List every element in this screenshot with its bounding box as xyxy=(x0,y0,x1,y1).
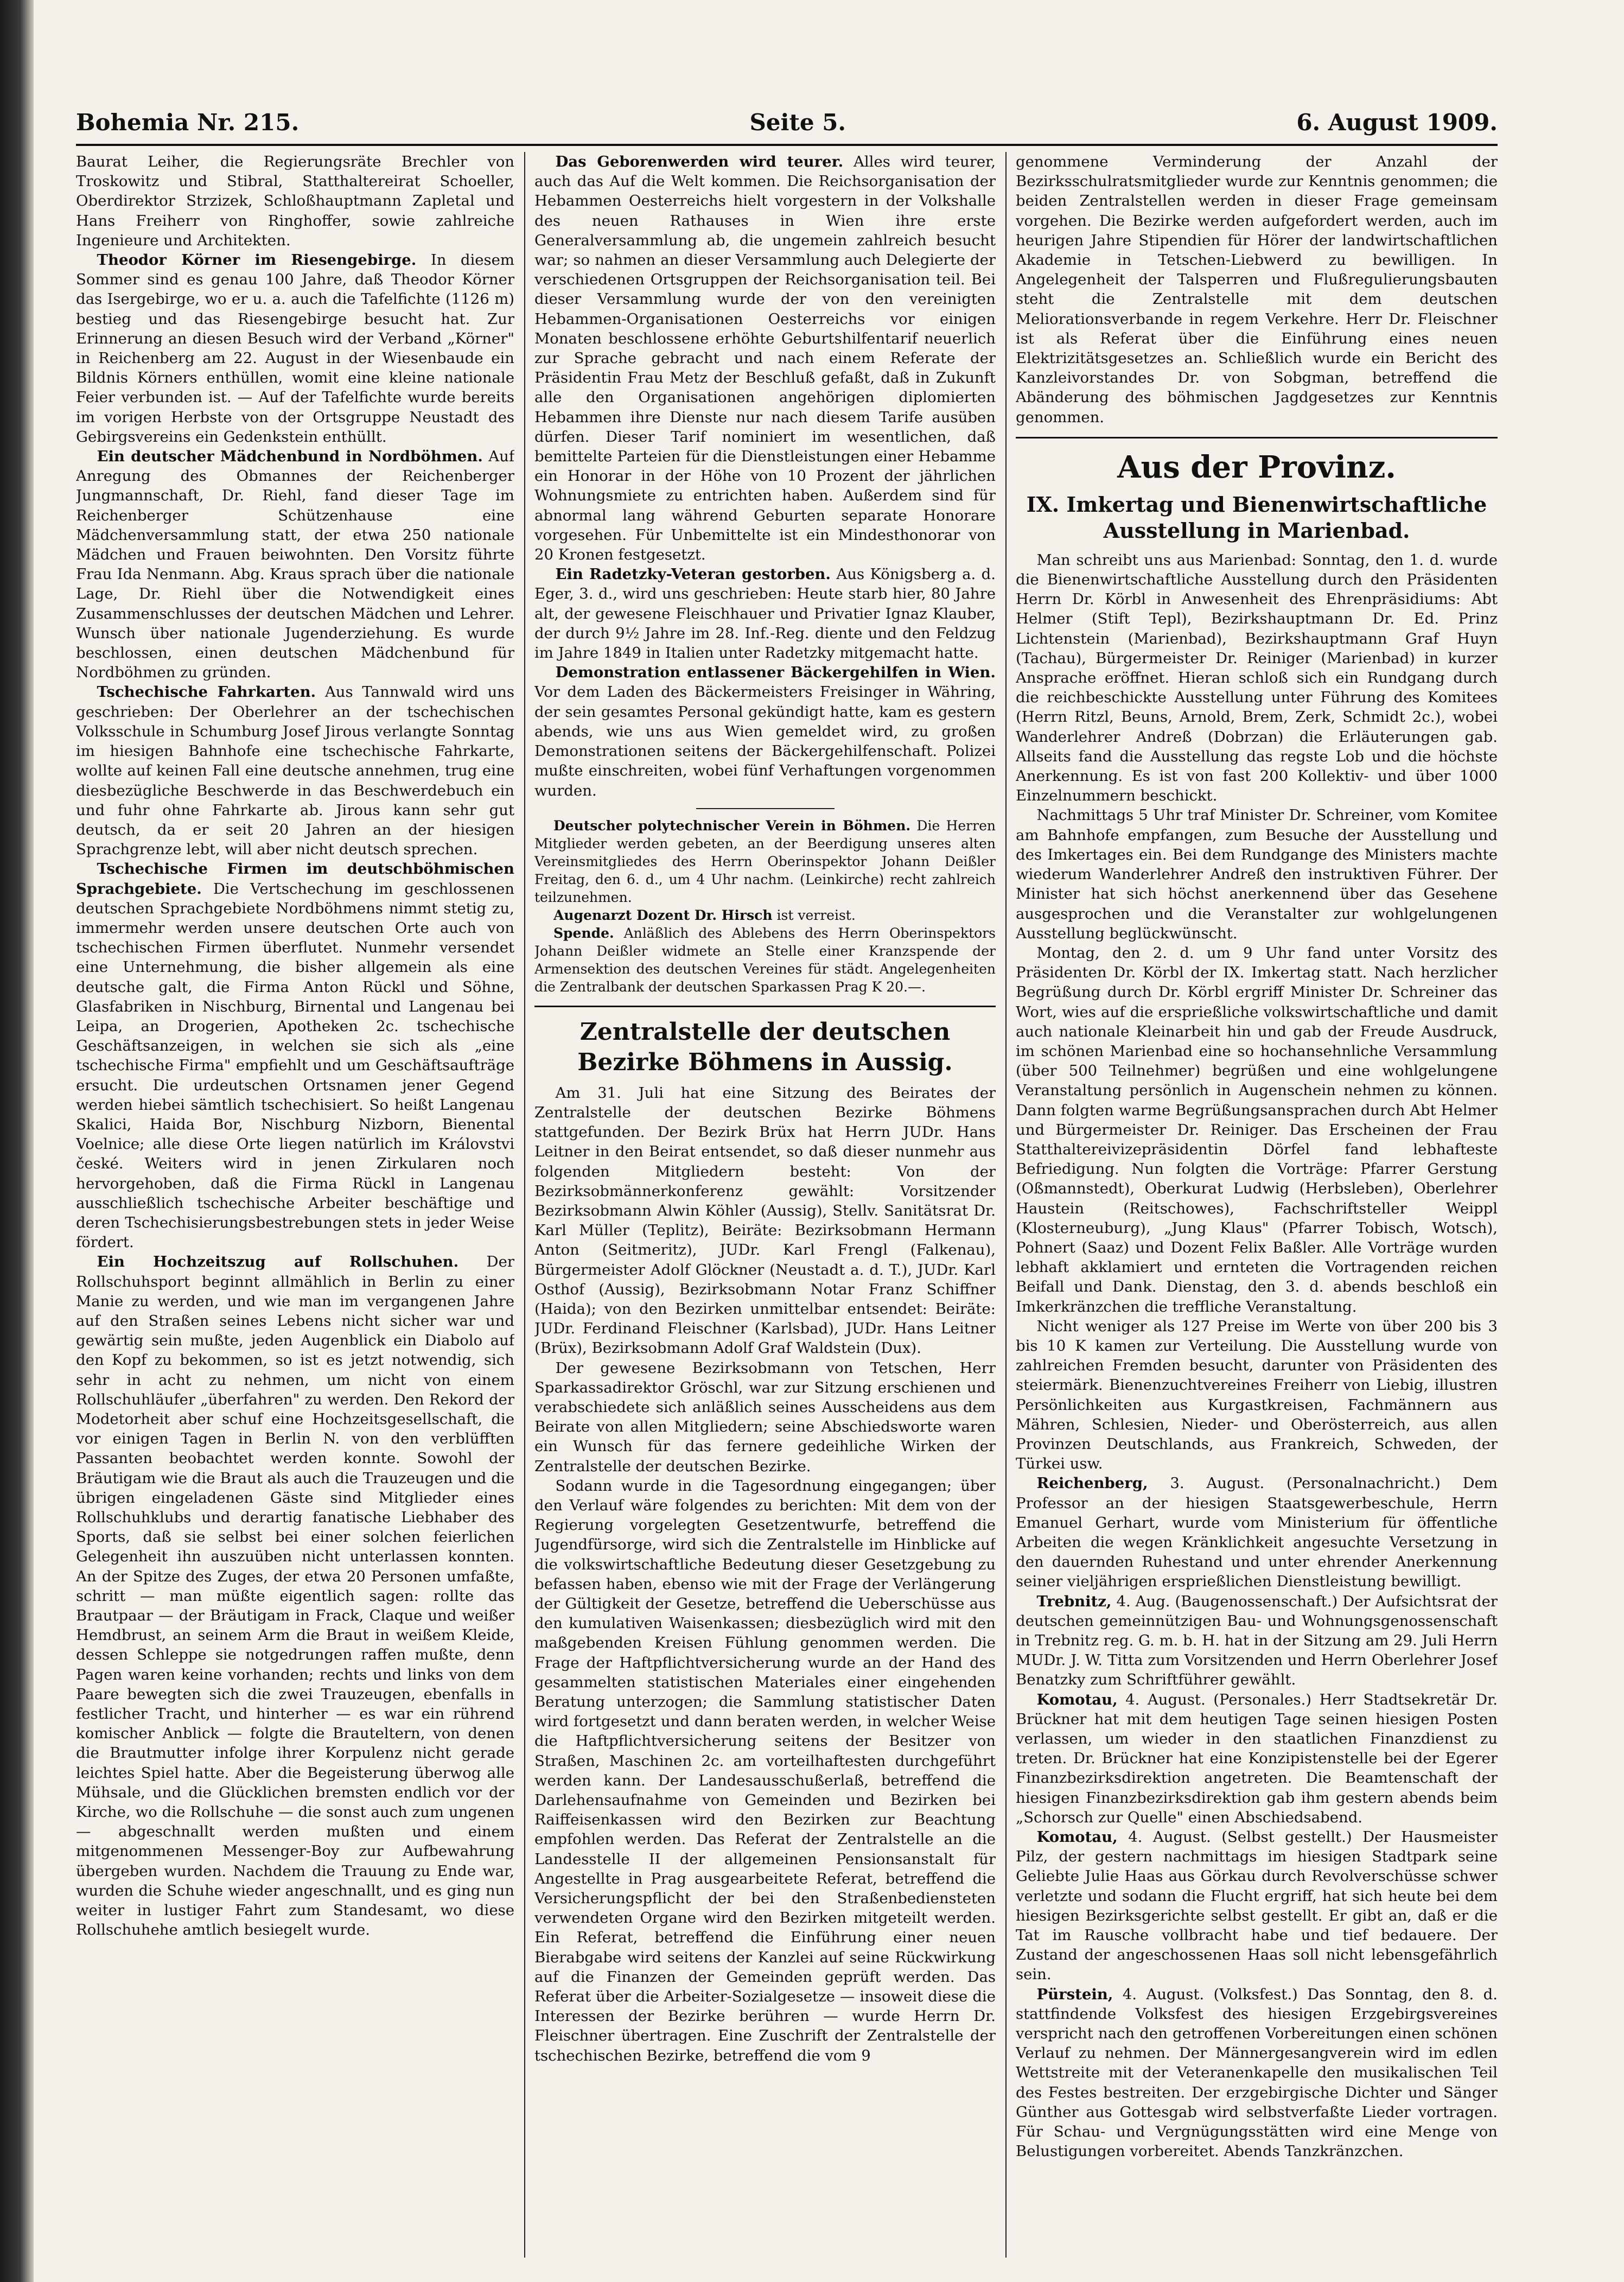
item-body: Der Rollschuhsport beginnt allmählich in Berlin zu einer Manie zu werden, und wie man im vergangenen Jahre auf den Straßen seines Lebens nicht sicher war und gewärtig sein mußte, jeden Augenblick ein Diabolo auf den Kopf zu bekommen, so ist es jetzt notwendig, sich sehr in acht zu nehmen, um nicht von einem Rollschuhläufer „überfahren" zu werden. Den Rekord der Modetorheit aber schuf eine Hochzeitsgesellschaft, die vor einigen Tagen in Berlin N. von den verblüfften Passanten beobachtet werden konnte. Sowohl der Bräutigam wie die Braut als auch die Trauzeugen und die übrigen eingeladenen Gäste sind Mitglieder eines Rollschuhklubs und derartig fanatische Liebhaber des Sports, daß sie selbst bei einer solchen feierlichen Gelegenheit ihn auszuüben nicht unterlassen konnten. An der Spitze des Zuges, der etwa 20 Personen umfaßte, schritt — man müßte eigentlich sagen: rollte das Brautpaar — der Bräutigam in Frack, Claque und weißer Hemdbrust, an seinem Arm die Braut in weißem Kleide, dessen Schleppe sie notgedrungen raffen mußte, denn Pagen waren keine vorhanden; rechts und links von dem Paare bewegten sich die zwei Trauzeugen, ebenfalls in festlicher Tracht, und hinterher — es war ein rührend komischer Anblick — folgte die Brauteltern, von denen die Brautmutter infolge ihrer Korpulenz nicht gerade leichtes Spiel hatte. Aber die Begeisterung überwog alle Mühsale, und die Glücklichen bremsten endlich vor der Kirche, wo die Rollschuhe — die sonst auch zum ungenen — abgeschnallt werden mußten und einem mitgenommenen Messenger-Boy zur Aufbewahrung übergeben wurden. Nachdem die Trauung zu Ende war, wurden die Schuhe wieder angeschnallt, und es ging nun weiter in lustiger Fahrt zum Standesamt, wo diese Rollschuhehe amtlich besiegelt wurde. xyxy=(76,1253,514,1939)
item-heading: Komotau, xyxy=(1036,1690,1118,1708)
item-heading: Augenarzt Dozent Dr. Hirsch xyxy=(553,907,773,923)
column-rule xyxy=(1005,152,1007,2258)
article-paragraph: Nachmittags 5 Uhr traf Minister Dr. Schreiner, vom Komitee am Bahnhofe empfangen, zum Besuche der Ausstellung und des Imkertages ein. Bei dem Rundgange des Ministers machte wiederum Wanderlehrer Andreß den instruktiven Führer. Der Minister hat sich höchst anerkennend über das Gesehene ausgesprochen und die Veranstalter zur wohlgelungenen Ausstellung beglückwünscht. xyxy=(1016,806,1498,942)
header-issue: Bohemia Nr. 215. xyxy=(76,109,300,136)
header-date: 6. August 1909. xyxy=(1296,109,1498,136)
news-item xyxy=(76,859,514,1252)
article-paragraph: Man schreibt uns aus Marienbad: Sonntag, den 1. d. wurde die Bienenwirtschaftliche Ausstellung durch den Präsidenten Herrn Dr. Körbl in Anwesenheit des Ehrenpräsidiums: Abt Helmer (Stift Tepl), Bezirkshauptmann Dr. Ed. Prinz Lichtenstein (Marienbad), Bezirkshauptmann Graf Huyn (Tachau), Bürgermeister Dr. Reiniger (Marienbad) in kurzer Ansprache eröffnet. Hieran schloß sich ein Rundgang durch die reichbeschickte Ausstellung unter Führung des Komitees (Herrn Ritzl, Beuns, Arnold, Brem, Zerk, Schmidt 2c.), wobei Wanderlehrer Andreß (Dobrzan) die Erläuterungen gab. Allseits fand die Ausstellung das regste Lob und die höchste Anerkennung. Es ist von fast 200 Kollektiv- und über 1000 Einzelnummern beschickt. xyxy=(1016,551,1498,805)
item-heading: Ein Hochzeitszug auf Rollschuhen. xyxy=(97,1253,459,1271)
item-body: ist verreist. xyxy=(776,907,856,923)
item-heading: Ein deutscher Mädchenbund in Nordböhmen. xyxy=(97,448,483,466)
item-heading: Theodor Körner im Riesengebirge. xyxy=(97,251,417,269)
item-heading: Komotau, xyxy=(1036,1828,1118,1846)
column-2 xyxy=(534,152,996,2258)
item-body: In diesem Sommer sind es genau 100 Jahre, daß Theodor Körner das Isergebirge, wo er u. a. auch die Tafelfichte (1126 m) bestieg und das Riesengebirge besucht hat. Zur Erinnerung an diesen Besuch wird der Verband „Körner" in Reichenberg am 22. August in der Wiesenbaude ein Bildnis Körners enthüllen, womit eine kleine nationale Feier verbunden ist. — Auf der Tafelfichte wurde bereits im vorigen Herbste von der Ortsgruppe Neustadt des Gebirgsvereins ein Gedenkstein enthüllt. xyxy=(76,251,514,446)
item-body: Anläßlich des Ablebens des Herrn Oberinspektors Johann Deißler widmete an Stelle einer Kranzspende der Armensektion des deutschen Vereines für städt. Angelegenheiten die Zentralbank der deutschen Sparkassen Prag K 20.—. xyxy=(534,925,996,995)
header-page-number: Seite 5. xyxy=(749,109,846,136)
item-heading: Tschechische Firmen im deutschböhmischen Sprachgebiete. xyxy=(76,860,514,898)
news-item xyxy=(76,682,514,859)
news-item xyxy=(1016,1827,1498,1985)
column-1 xyxy=(76,152,514,2258)
item-body: 3. August. (Personalnachricht.) Dem Professor an der hiesigen Staatsgewerbeschule, Herrn Emanuel Gerhart, wurde vom Ministerium für öffentliche Arbeiten die wegen Kränklichkeit angesuchte Versetzung in den dauernden Ruhestand und unter ehrender Anerkennung seiner vieljährigen ersprießlichen Dienstleistung bewilligt. xyxy=(1016,1474,1498,1591)
item-heading: Reichenberg, xyxy=(1036,1474,1148,1492)
item-divider xyxy=(696,808,835,809)
item-body: 4. Aug. (Baugenossenschaft.) Der Aufsichtsrat der deutschen gemeinnützigen Bau- und Wohnungsgenossenschaft in Trebnitz reg. G. m. b. H. hat in der Sitzung am 29. Juli Herrn MUDr. J. W. Titta zum Vorsitzenden und Herrn Oberlehrer Josef Benatzky zum Schriftführer gewählt. xyxy=(1016,1592,1498,1689)
news-item xyxy=(534,663,996,800)
item-body: 4. August. (Personales.) Herr Stadtsekretär Dr. Brückner hat mit dem heutigen Tage seinen hiesigen Posten verlassen, um wieder in den staatlichen Finanzdienst zu treten. Dr. Brückner hat eine Konzipistenstelle bei der Egerer Finanzbezirksdirektion angetreten. Die Beamtenschaft der hiesigen Finanzbezirksdirektion gab ihm gestern abends beim „Schorsch zur Quelle" einen Abschiedsabend. xyxy=(1016,1690,1498,1826)
item-body: Die Vertschechung im geschlossenen deutschen Sprachgebiete Nordböhmens nimmt stetig zu, immermehr werden unsere deutschen Orte auch von tschechischen Firmen überflutet. Nunmehr versendet eine Unternehmung, die bisher allgemein als eine deutsche galt, die Firma Anton Rückl und Söhne, Glasfabriken in Nischburg, Birnental und Langenau bei Leipa, an Drogerien, Apotheken 2c. tschechische Geschäftsanzeigen, in welchen sie sich als „eine tschechische Firma" empfiehlt und um Geschäftsaufträge ersucht. Die urdeutschen Ortsnamen jener Gegend werden hiebei sämtlich tschechisiert. So heißt Langenau Skalici, Haida Bor, Nischburg Nizborn, Bienental Voelnice; alle diese Orte liegen natürlich im Královstvi české. Weiters wird in jenen Zirkularen noch hervorgehoben, daß die Firma Rückl in Langenau ausschließlich tschechische Arbeiter beschäftige und deren Tschechisierungsbestrebungen stets in jeder Weise fördert. xyxy=(76,880,514,1251)
notice-item xyxy=(534,924,996,996)
item-body: Aus Tannwald wird uns geschrieben: Der Oberlehrer an der tschechischen Volksschule in Schumburg Josef Jirous verlangte Sonntag im hiesigen Bahnhofe eine tschechische Fahrkarte, wollte auf keinen Fall eine deutsche annehmen, trug eine diesbezügliche Beschwerde in das Beschwerdebuch ein und fuhr ohne Fahrkarte ab. Jirous kann sehr gut deutsch, da er seit 20 Jahren an der hiesigen Sprachgrenze lebt, will aber nicht deutsch sprechen. xyxy=(76,683,514,859)
notice-item xyxy=(534,906,996,924)
item-body: 4. August. (Selbst gestellt.) Der Hausmeister Pilz, der gestern nachmittags im hiesigen Stadtpark seine Geliebte Julie Haas aus Görkau durch Revolverschüsse schwer verletzte und sodann die Flucht ergriff, hat sich heute bei dem hiesigen Bezirksgerichte selbst gestellt. Er gibt an, daß er die Tat im Rausche vollbracht habe und tief bedauere. Der Zustand der angeschossenen Haas soll nicht lebensgefährlich sein. xyxy=(1016,1828,1498,1984)
item-heading: Demonstration entlassener Bäckergehilfen in Wien. xyxy=(555,664,996,682)
page-header xyxy=(76,103,1498,141)
notice-item xyxy=(534,817,996,906)
news-item xyxy=(76,447,514,682)
item-heading: Das Geborenwerden wird teurer. xyxy=(555,153,844,170)
article-paragraph: Montag, den 2. d. um 9 Uhr fand unter Vorsitz des Präsidenten Dr. Körbl der IX. Imkertag statt. Nach herzlicher Begrüßung durch Dr. Körbl ergriff Minister Dr. Schreiner das Wort, wies auf die ersprießliche volkswirtschaftliche und damit auch nationale Kleinarbeit hin und gab der Freude Ausdruck, im schönen Marienbad eine so hochansehnliche Versammlung (über 500 Teilnehmer) begrüßen und eine wohlgelungene Veranstaltung persönlich in Augenschein nehmen zu können. Dann folgten warme Begrüßungsansprachen durch Abt Helmer und Bürgermeister Dr. Reiniger. Das Erscheinen der Frau Statthaltereivizepräsidentin Dörfel fand lebhafteste Befriedigung. Nun folgten die Vorträge: Pfarrer Gerstung (Oßmannstedt), Oberkurat Ludwig (Herbsleben), Oberlehrer Haustein (Reitschowes), Fachschriftsteller Weippl (Klosterneuburg), „Jung Klaus" (Pfarrer Tobisch, Wotsch), Pohnert (Saaz) und Dozent Felix Baßler. Alle Vorträge wurden lebhaft akklamiert und ernteten die Vortragenden reichen Beifall und Dank. Dienstag, den 3. d. abends beschloß ein Imkerkränzchen die treffliche Veranstaltung. xyxy=(1016,944,1498,1315)
news-item xyxy=(1016,1592,1498,1690)
section-divider xyxy=(1016,437,1498,438)
article-continuation: genommene Verminderung der Anzahl der Bezirksschulratsmitglieder wurde zur Kenntnis genommen; die beiden Zentralstellen werden in dieser Frage gemeinsam vorgehen. Die Bezirke werden aufgefordert werden, auch im heurigen Jahre Stipendien für Hörer der landwirtschaftlichen Akademie in Tetschen-Liebwerd zu bewilligen. In Angelegenheit der Talsperren und Flußregulierungsbauten steht die Zentralstelle mit dem deutschen Meliorationsverbande in regem Verkehre. Herr Dr. Fleischner ist als Referat über die Einführung eines neuen Elektrizitätsgesetzes an. Schließlich wurde ein Bericht des Kanzleivorstandes Dr. von Sobgman, betreffend die Abänderung des böhmischen Jagdgesetzes zur Kenntnis genommen. xyxy=(1016,153,1498,426)
item-heading: Pürstein, xyxy=(1036,1985,1113,2003)
item-heading: Tschechische Fahrkarten. xyxy=(97,683,316,701)
article-title: Zentralstelle der deutschen Bezirke Böhmens in Aussig. xyxy=(577,1018,953,1076)
article-title: IX. Imkertag und Bienenwirtschaftliche Ausstellung in Marienbad. xyxy=(1026,492,1487,543)
header-rule xyxy=(76,144,1498,146)
news-item xyxy=(1016,1690,1498,1827)
news-item xyxy=(534,564,996,663)
article-paragraph: Nicht weniger als 127 Preise im Werte von über 200 bis 3 bis 10 K kamen zur Verteilung. Die Ausstellung wurde von zahlreichen Fremden besucht, darunter von Präsidenten des steiermärk. Bienenzuchtvereines Freiherr von Liebig, illustren Persönlichkeiten aus Kurgastkreisen, Fachmännern aus Mähren, Schlesien, Nieder- und Oberösterreich, aus allen Provinzen Deutschlands, aus Frankreich, Schweden, der Türkei usw. xyxy=(1016,1317,1498,1473)
news-item xyxy=(76,250,514,447)
news-item xyxy=(1016,1473,1498,1591)
section-title: Aus der Provinz. xyxy=(1117,449,1396,485)
article-paragraph: Der gewesene Bezirksobmann von Tetschen, Herr Sparkassadirektor Gröschl, war zur Sitzung erschienen und verabschiedete sich anläßlich seines Ausscheidens aus dem Beirate von allen Mitgliedern; seine Abschiedsworte waren ein Wunsch für das fernere gedeihliche Wirken der Zentralstelle der deutschen Bezirke. xyxy=(534,1359,996,1475)
item-heading: Deutscher polytechnischer Verein in Böhmen. xyxy=(553,817,911,834)
item-heading: Spende. xyxy=(553,925,614,941)
scan-binding-edge xyxy=(0,0,34,2282)
item-body: Auf Anregung des Obmannes der Reichenberger Jungmannschaft, Dr. Riehl, fand dieser Tage im Reichenberger Schützenhause eine Mädchenversammlung statt, der etwa 250 nationale Mädchen und Frauen beiwohnten. Den Vorsitz führte Frau Ida Nenmann. Abg. Kraus sprach über die nationale Lage, Dr. Riehl über die Notwendigkeit eines Zusammenschlusses der deutschen Mädchen und Lehrer. Wunsch über nationale Jugenderziehung. Es wurde beschlossen, einen deutschen Mädchenbund für Nordböhmen zu gründen. xyxy=(76,448,514,682)
item-heading: Trebnitz, xyxy=(1036,1592,1112,1610)
article-continuation: Baurat Leiher, die Regierungsräte Brechler von Troskowitz und Stibral, Statthaltereirat Schoeller, Oberdirektor Strzizek, Schloßhauptmann Zapletal und Hans Freiherr von Ringhoffer, sowie zahlreiche Ingenieure und Architekten. xyxy=(76,153,514,249)
article-paragraph: Sodann wurde in die Tagesordnung eingegangen; über den Verlauf wäre folgendes zu berichten: Mit dem von der Regierung vorgelegten Gesetzentwurfe, betreffend die Jugendfürsorge, wird sich die Zentralstelle im Hinblicke auf die volkswirtschaftliche Bedeutung dieser Gesetzgebung zu befassen haben, ebenso wie mit der Frage der Verlängerung der Gültigkeit der Gesetze, betreffend die Ueberschüsse aus den kumulativen Waisenkassen; diesbezüglich wird mit den maßgebenden Kreisen Fühlung genommen werden. Die Frage der Haftpflichtversicherung wurde an der Hand des gesammelten statistischen Materiales einer eingehenden Beratung unterzogen; die Sammlung statistischer Daten wird fortgesetzt und dann beraten werden, in welcher Weise die Haftpflichtversicherung seitens der Besitzer von Straßen, Maschinen 2c. am vorteilhaftesten durchgeführt werden kann. Der Landesausschußerlaß, betreffend die Darlehensaufnahme von Gemeinden und Bezirken bei Raiffeisenkassen wird den Bezirken zur Beachtung empfohlen werden. Das Referat der Zentralstelle an die Landesstelle II der allgemeinen Pensionsanstalt für Angestellte in Prag ausgearbeitete Referat, betreffend die Versicherungspflicht der bei den Straßenbediensteten verwendeten Organe wird den Bezirken mitgeteilt werden. Ein Referat, betreffend die Einführung einer neuen Bierabgabe wird seitens der Kanzlei auf seine Rückwirkung auf die Finanzen der Gemeinden geprüft werden. Das Referat über die Arbeiter-Sozialgesetze — insoweit diese die Interessen der Bezirke berühren — wurde Herrn Dr. Fleischner übertragen. Eine Zuschrift der Zentralstelle der tschechischen Bezirke, betreffend die vom 9 xyxy=(534,1477,996,2064)
column-3 xyxy=(1016,152,1498,2258)
news-item xyxy=(76,1252,514,1940)
item-body: 4. August. (Volksfest.) Das Sonntag, den 8. d. stattfindende Volksfest des hiesigen Erzgebirgsvereines verspricht nach den getroffenen Vorbereitungen einen schönen Verlauf zu nehmen. Der Männergesangverein wird im edlen Wettstreite mit der Veteranenkapelle den musikalischen Teil des Festes bestreiten. Der erzgebirgische Dichter und Sänger Günther aus Gottesgab wird selbstverfaßte Lieder vortragen. Für Schau- und Vergnügungsstätten wird eine Menge von Belustigungen vorbereitet. Abends Tanzkränzchen. xyxy=(1016,1985,1498,2160)
section-divider xyxy=(534,1006,996,1007)
item-body: Die Herren Mitglieder werden gebeten, an der Beerdigung unseres alten Vereinsmitgliedes des Herrn Oberinspektor Johann Deißler Freitag, den 6. d., um 4 Uhr nachm. (Leinkirche) recht zahlreich teilzunehmen. xyxy=(534,817,996,905)
item-body: Alles wird teurer, auch das Auf die Welt kommen. Die Reichsorganisation der Hebammen Oesterreichs hielt vorgestern in der Volkshalle des neuen Rathauses in Wien ihre erste Generalversammlung ab, die ungemein zahlreich besucht war; so nahmen an dieser Versammlung auch Delegierte der verschiedenen Ortsgruppen der Reichsorganisation teil. Bei dieser Versammlung wurde der von den vereinigten Hebammen-Organisationen Oesterreichs vor einigen Monaten beschlossene erhöhte Geburtshilfentarif neuerlich zur Sprache gebracht und nach einem Referate der Präsidentin Frau Metz der Beschluß gefaßt, daß in Zukunft alle den Organisationen angehörigen diplomierten Hebammen ihre Dienste nur nach diesem Tarife ausüben dürfen. Dieser Tarif nominiert im wesentlichen, daß bemittelte Parteien für die Dienstleistungen einer Hebamme ein Honorar in der Höhe von 10 Prozent der jährlichen Wohnungsmiete zu entrichten haben. Außerdem sind für abnormal lang während Geburten separate Honorare vorgesehen. Für Unbemittelte ist ein Mindesthonorar von 20 Kronen festgesetzt. xyxy=(534,153,996,564)
news-item xyxy=(534,152,996,564)
news-item xyxy=(1016,1985,1498,2162)
item-heading: Ein Radetzky-Veteran gestorben. xyxy=(555,565,831,583)
item-body: Vor dem Laden des Bäckermeisters Freisinger in Währing, der sein gesamtes Personal gekündigt hatte, kam es gestern abends, wie uns aus Wien gemeldet wird, zu großen Demonstrationen seitens der Bäckergehilfenschaft. Polizei mußte einschreiten, wobei fünf Verhaftungen vorgenommen wurden. xyxy=(534,683,996,799)
article-paragraph: Am 31. Juli hat eine Sitzung des Beirates der Zentralstelle der deutschen Bezirke Böhmens stattgefunden. Der Bezirk Brüx hat Herrn JUDr. Hans Leitner in den Beirat entsendet, so daß dieser nunmehr aus folgenden Mitgliedern besteht: Von der Bezirksobmännerkonferenz gewählt: Vorsitzender Bezirksobmann Alwin Köhler (Aussig), Stellv. Sanitätsrat Dr. Karl Müller (Teplitz), Beiräte: Bezirksobmann Hermann Anton (Seitmeritz), JUDr. Karl Frengl (Falkenau), Bürgermeister Adolf Glöckner (Neustadt a. d. T.), JUDr. Karl Osthof (Aussig), Bezirksobmann Notar Franz Schiffner (Haida); von den Bezirken unmittelbar entsendet: Beiräte: JUDr. Ferdinand Fleischner (Karlsbad), JUDr. Hans Leitner (Brüx), Bezirksobmann Adolf Graf Waldstein (Dux). xyxy=(534,1084,996,1357)
column-rule xyxy=(524,152,525,2258)
item-body: Aus Königsberg a. d. Eger, 3. d., wird uns geschrieben: Heute starb hier, 80 Jahre alt, der gewesene Fleischhauer und Privatier Ignaz Klauber, der durch 9½ Jahre im 28. Inf.-Reg. diente und den Feldzug im Jahre 1849 in Italien unter Radetzky mitgemacht hatte. xyxy=(534,565,996,662)
